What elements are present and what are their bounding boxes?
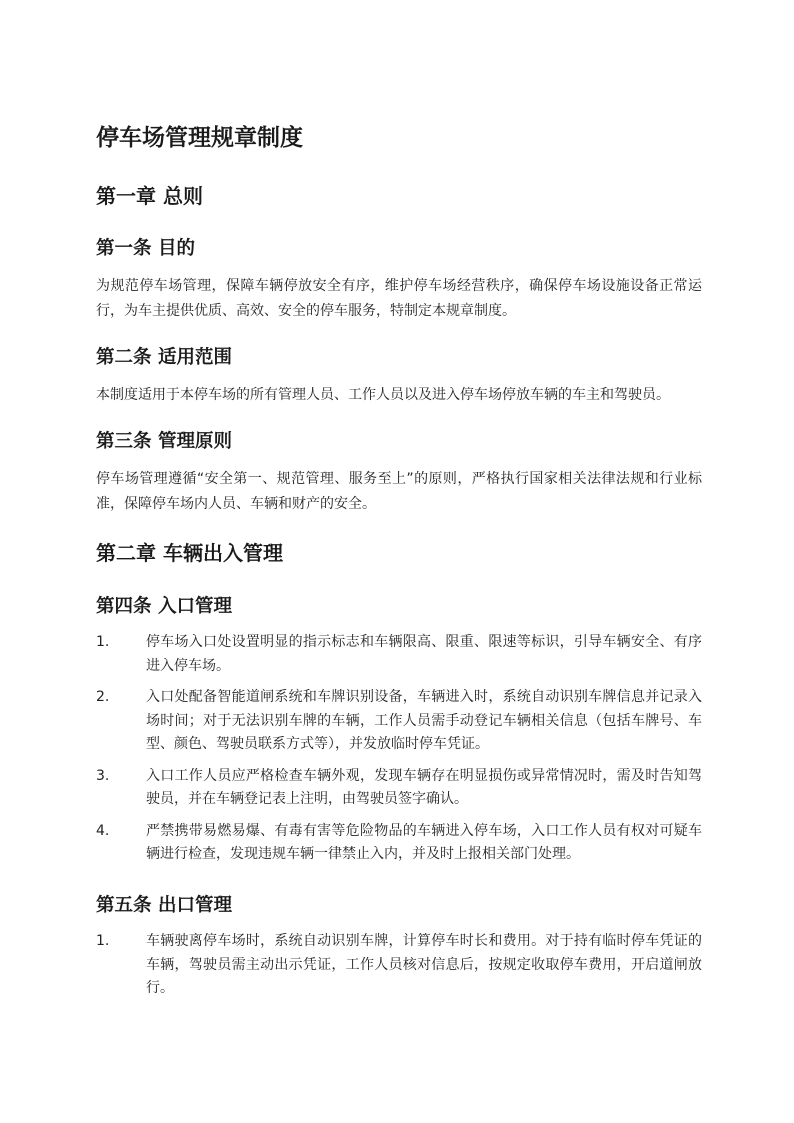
list-item xyxy=(96,930,702,1001)
list-item-text: 入口处配备智能道闸系统和车牌识别设备，车辆进入时，系统自动识别车牌信息并记录入场时间；对于无法识别车牌的车辆，工作人员需手动登记车辆相关信息（包括车牌号、车型、颜色、驾驶员联系方式等），并发放临时停车凭证。 xyxy=(146,689,702,752)
article-2-heading: 第二条 适用范围 xyxy=(96,347,232,368)
article-4-heading: 第四条 入口管理 xyxy=(96,596,232,617)
list-item-text: 停车场入口处设置明显的指示标志和车辆限高、限重、限速等标识，引导车辆安全、有序进入停车场。 xyxy=(146,634,702,674)
list-item-text: 车辆驶离停车场时，系统自动识别车牌，计算停车时长和费用。对于持有临时停车凭证的车辆，驾驶员需主动出示凭证，工作人员核对信息后，按规定收取停车费用，开启道闸放行。 xyxy=(146,933,702,996)
article-1-heading: 第一条 目的 xyxy=(96,238,195,259)
list-item-text: 严禁携带易燃易爆、有毒有害等危险物品的车辆进入停车场，入口工作人员有权对可疑车辆进行检查，发现违规车辆一律禁止入内，并及时上报相关部门处理。 xyxy=(146,822,702,862)
list-item-number: 1. xyxy=(96,933,110,949)
document-title: 停车场管理规章制度 xyxy=(96,125,303,151)
list-item-text: 入口工作人员应严格检查车辆外观，发现车辆存在明显损伤或异常情况时，需及时告知驾驶员，并在车辆登记表上注明，由驾驶员签字确认。 xyxy=(146,767,702,807)
article-3-heading: 第三条 管理原则 xyxy=(96,431,232,452)
list-item-number: 1. xyxy=(96,634,110,650)
list-item xyxy=(96,686,702,757)
list-item-number: 2. xyxy=(96,689,110,705)
article-5-heading: 第五条 出口管理 xyxy=(96,895,232,916)
list-item-number: 4. xyxy=(96,822,110,839)
article-1-text: 为规范停车场管理，保障车辆停放安全有序，维护停车场经营秩序，确保停车场设施设备正常运行，为车主提供优质、高效、安全的停车服务，特制定本规章制度。 xyxy=(96,278,702,319)
list-item xyxy=(96,631,702,678)
article-5-list xyxy=(96,930,702,1001)
list-item xyxy=(96,765,702,812)
article-4-list xyxy=(96,631,702,867)
article-2-text: 本制度适用于本停车场的所有管理人员、工作人员以及进入停车场停放车辆的车主和驾驶员。 xyxy=(96,387,670,403)
chapter-2-heading: 第二章 车辆出入管理 xyxy=(96,541,283,565)
list-item xyxy=(96,820,702,867)
article-3-text: 停车场管理遵循“安全第一、规范管理、服务至上”的原则，严格执行国家相关法律法规和行业标准，保障停车场内人员、车辆和财产的安全。 xyxy=(96,471,702,512)
list-item-number: 3. xyxy=(96,767,110,784)
chapter-1-heading: 第一章 总则 xyxy=(96,184,203,208)
